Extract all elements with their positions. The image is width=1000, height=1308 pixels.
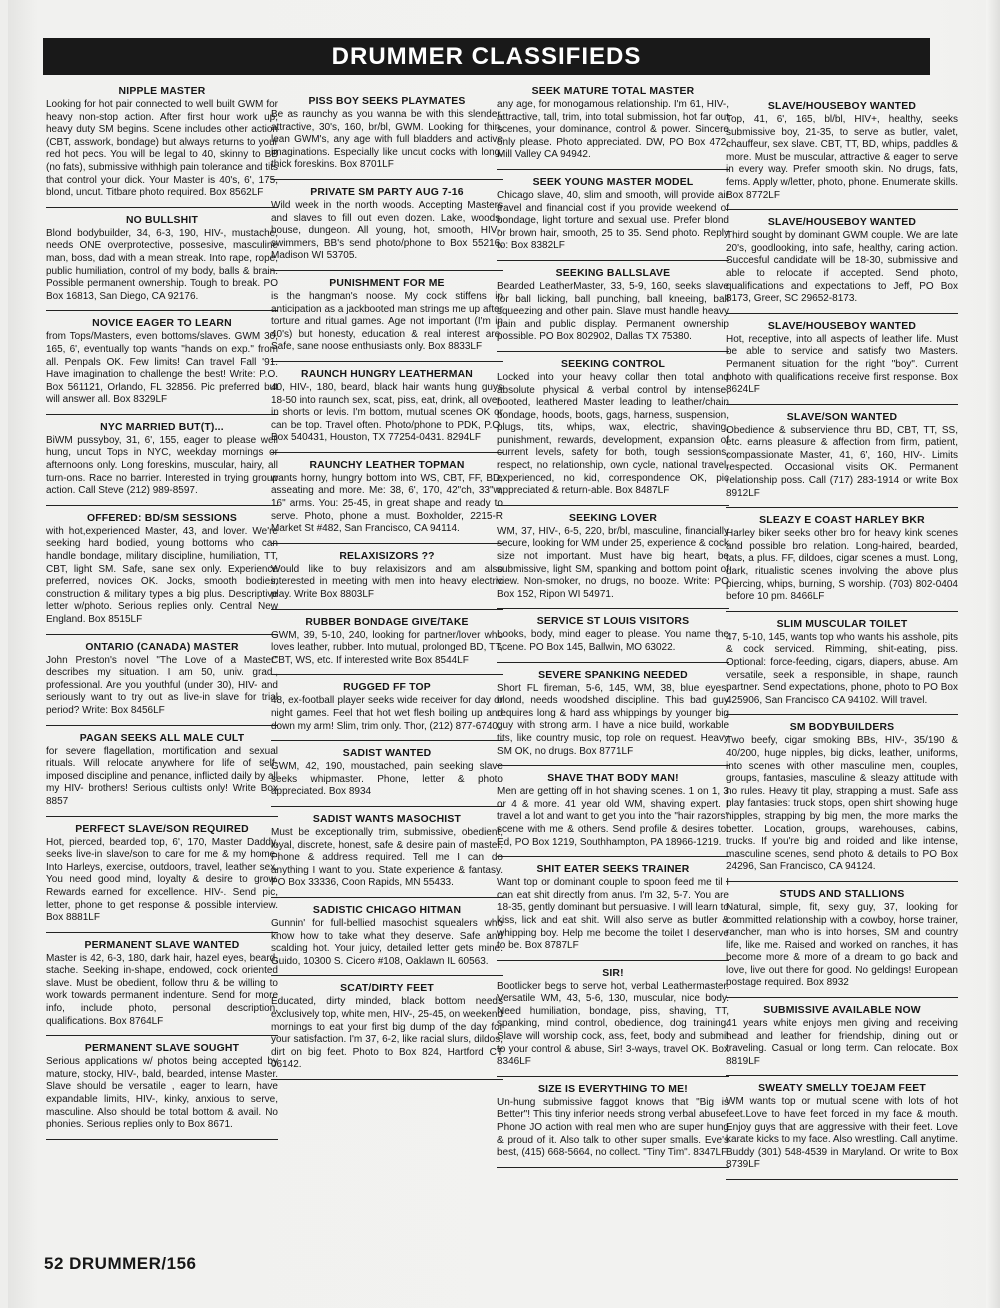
classified-ad: [726, 321, 958, 405]
ad-body: GWM, 42, 190, moustached, pain seeking slave seeks whipmaster. Phone, letter & photo appreciated. Box 8934: [271, 761, 503, 798]
ad-body: WM, 37, HIV-, 6-5, 220, br/bl, masculine, financially secure, looking for WM under 25, experience & cock size not important. Must have big heart, be submissive, light SM, spanking and bottom point of view. Non-smoker, no drugs, no booze. Write: PO Box 152, Ripon WI 54971.: [497, 525, 729, 600]
classified-ad: [46, 86, 278, 208]
ad-title: SEEKING LOVER: [568, 512, 658, 524]
classified-ad: [271, 814, 503, 898]
ad-body: 41 years white enjoys men giving and receiving head and leather for friendship, dining out or traveling. Casual or long term. Can relocate. Box 8819LF: [726, 1018, 958, 1067]
classified-ad: [726, 217, 958, 314]
classified-ad: [46, 318, 278, 415]
ad-body: any age, for monogamous relationship. I'm 61, HIV-, attractive, tall, trim, into total submission, hot far out scenes, your dominance, control & power. Sincere only please. Photo appreciated. DW, PO Box 472, Mill Valley CA 94942.: [497, 99, 729, 161]
classified-ad: [46, 642, 278, 726]
ad-title: PAGAN SEEKS ALL MALE CULT: [79, 732, 245, 744]
ad-title: SLIM MUSCULAR TOILET: [776, 618, 908, 630]
ad-body: Chicago slave, 40, slim and smooth, will provide air travel and financial cost if you provide weekend of bondage, light torture and sexual use. Prefer blond or brown hair, smooth, 25 to 35. Send photo. Reply to: Box 8382LF: [497, 189, 729, 252]
classified-ad: [497, 86, 729, 170]
ad-title: PERFECT SLAVE/SON REQUIRED: [75, 823, 249, 835]
ad-title: NYC MARRIED BUT(T)...: [100, 421, 224, 433]
ad-title: SLAVE/HOUSEBOY WANTED: [767, 217, 917, 229]
classified-ad: [497, 773, 729, 857]
ad-title: SM BODYBUILDERS: [789, 722, 895, 734]
classified-ad: [497, 1084, 729, 1168]
page-edge: [986, 0, 1000, 1308]
classified-ad: [497, 359, 729, 506]
ad-title: PRIVATE SM PARTY AUG 7-16: [310, 186, 464, 198]
ad-title: NIPPLE MASTER: [118, 86, 206, 97]
classified-ad: [46, 215, 278, 312]
classified-ad: [497, 513, 729, 610]
ad-body: with hot,experienced Master, 43, and lover. We're seeking hard bodied, young bottoms who can handle bondage, military discipline, humiliation, TT, CBT, light SM. Safe, sane sex only. Experience preferred, novices OK. Jocks, smooth bodies, construction & military types a big plus. Descriptive letter w/photo. Serious replies only. Central New England. Box 8515LF: [46, 525, 278, 625]
ad-body: Looking for hot pair connected to well built GWM for heavy non-stop action. After first hour work up, heavy duty SM begins. Scene includes other action (CBT, asswork, bondage) but always returns to your red hot pecs. You will be legal to 40, skinny to BB (no fats), submissive withhigh pain tolerance and tits that control your dick. Your Master is 40's, 6', 175, blond, uncut. Titbare photo required. Box 8562LF: [46, 99, 278, 199]
ad-title: SEEKING CONTROL: [560, 358, 666, 370]
ad-title: PUNISHMENT FOR ME: [329, 277, 445, 289]
ad-body: Third sought by dominant GWM couple. We are late 20's, goodlooking, into safe, healthy, caring action. Succesful candidate will be 18-30, submissive and able to relocate if accepted. Send photo, qualifications and expectations to Jeff, PO Box 8173, Greer, SC 29652-8173.: [726, 230, 958, 305]
ad-title: SHIT EATER SEEKS TRAINER: [536, 864, 690, 876]
ad-body: Educated, dirty minded, black bottom needs exclusively top, white men, HIV-, 25-45, on weekend mornings to eat your first big dump of the day for your satisfaction. I'm 37, 6-2, like racial slurs, dildos, dirt on big feet. Photo to Box 824, Hartford CT 06142.: [271, 996, 503, 1071]
ad-body: is the hangman's noose. My cock stiffens in anticipation as a jackbooted man strings me up after torture and ritual games. Age not important (I'm in 40's) but honesty, education & real interest are. Safe, sane noose enthusiasts only. Box 8833LF: [271, 290, 503, 353]
ad-body: Wild week in the north woods. Accepting Masters and slaves to fill out even dozen. Lake, woods, house, dungeon. All young, hot, smooth, HIV-, swimmers, BB's send photo/phone to Box 55216, Madison WI 53705.: [271, 199, 503, 262]
ad-body: wants horny, hungry bottom into WS, CBT, FF, BD, asseating and more. Me: 38, 6', 170, 42"ch, 33"w, 16" arms. You: 25-45, in great shape and ready to serve. Photo, phone a must. Boxholder, 2215-R Market St #482, San Francisco, CA 94114.: [271, 472, 503, 535]
classified-ad: [271, 278, 503, 362]
ad-body: Be as raunchy as you wanna be with this slender, attractive, 30's, 160, br/bl, GWM. Looking for thin, lean GWM's, any age with full bladders and active imaginations. Especially like uncut cocks with long, thick foreskins. Box 8701LF: [271, 109, 503, 171]
classified-ad: [726, 101, 958, 210]
ad-body: for severe flagellation, mortification and sexual rituals. Will relocate anywhere for life of self-imposed discipline and penance, inflicted daily by all my HIV- brothers! Serious cultists only! Write Box 8857: [46, 745, 278, 807]
ad-title: SEVERE SPANKING NEEDED: [538, 669, 688, 681]
classified-ad: [46, 940, 278, 1037]
ad-body: Serious applications w/ photos being accepted by mature, stocky, HIV-, bald, bearded, intense Master. Slave should be versatile , eager to learn, have expandable limits, HIV-, kinky, anxious to serve, masculine. Also should be total bottom & avail. No phonies. Serious replies only to Box 8671.: [46, 1056, 278, 1131]
ad-title: SEEK YOUNG MASTER MODEL: [532, 176, 694, 188]
classified-ad: [497, 177, 729, 261]
ad-body: Men are getting off in hot shaving scenes. 1 on 1, 3 or 4 & more. 41 year old WM, shaving expert. I travel a lot and want to get you into the "hair razors" scene with me & others. Send profile & desires to: Ed, PO Box 1219, Southhampton, PA 18966-1219.: [497, 786, 729, 848]
classified-ad: [271, 551, 503, 610]
ad-body: Two beefy, cigar smoking BBs, HIV-, 35/190 & 40/200, huge nipples, big dicks, leather, uniforms, into scenes with other masculine men, couples, groups, fantasies, masculine & sleazy attitude with no rules. Heavy tit play, strapping a must. Safe ass play fantasies: truck stops, open shirt showing huge nipples, strapping by big men, the more marks the better. Location, groups, warehouses, cabins, trucks. If you're big and roided and like intense, masculine scenes, send photo & details to PO Box 24296, San Francisco, CA 94124.: [726, 735, 958, 873]
ad-body: 48, ex-football player seeks wide receiver for day or night games. Feel that hot wet flesh boiling up and down my arm! Slim, trim only. Thor, (212) 877-6740.: [271, 695, 503, 732]
ad-body: Locked into your heavy collar then total and absolute physical & verbal control by intense, booted, leathered Master leading to leather/chain bondage, hoods, boots, gags, harness, suspension, plugs, tits, whips, wax, electric, shaving, punishment, rewards, development, expansion of current levels, safety for both, tough sessions, respect, no relationship, own cycle, national travel, experienced, no kid, correspondence OK, pic appreciated & return-able. Box 8487LF: [497, 371, 729, 497]
classified-ad: [726, 619, 958, 716]
ad-body: Obedience & subservience thru BD, CBT, TT, SS, etc. earns pleasure & affection from firm, patient, compassionate Master, 41, 6', 160, HIV-. Limits respected. Occasional visits OK. Permanent relationship poss. Call (717) 283-1914 or write Box 8912LF: [726, 424, 958, 499]
classified-ad: [497, 670, 729, 767]
classified-ad: [46, 513, 278, 635]
ad-body: John Preston's novel "The Love of a Master" describes my situation. I am 50, univ. grad., professional. Are you youthful (under 30), HIV- and seriously want to try out as live-in slave for trial period? Write: Box 8456LF: [46, 654, 278, 716]
ad-body: 40, HIV-, 180, beard, black hair wants hung guys 18-50 into raunch sex, scat, piss, eat, drink, all over, in shorts or levis. I'm bottom, mutual scenes OK or can be top. Travel often. Photo/phone to PDK, P.O. Box 540431, Houston, TX 77254-0431. 8294LF: [271, 381, 503, 444]
classified-ad: [726, 1083, 958, 1180]
ad-body: BiWM pussyboy, 31, 6', 155, eager to please well hung, uncut Tops in NYC, weekday mornings or afternoons only. Long foreskins, muscular, hairy, all turn-ons. Race no barrier. Interested in trying group action. Call Steve (212) 989-8597.: [46, 434, 278, 497]
classified-ad: [46, 422, 278, 506]
ad-title: ONTARIO (CANADA) MASTER: [85, 641, 239, 653]
ad-body: 47, 5-10, 145, wants top who wants his asshole, pits & cock serviced. Rimming, shit-eating, piss. Optional: force-feeding, cigars, diapers, abuse. Am versatile, seek a responsible, in shape, raunch partner. Send expectations, phone, photo to PO Box 425906, San Francisco CA 94102. Will travel.: [726, 631, 958, 706]
ad-body: Bearded LeatherMaster, 33, 5-9, 160, seeks slave for ball licking, ball punching, ball kneeing, ball squeezing and other pain. Slave must handle heavy pain and public display. Permanent ownership possible. PO Box 802902, Dallas TX 75380.: [497, 280, 729, 343]
classified-ad: [271, 617, 503, 676]
ad-title: SADISTIC CHICAGO HITMAN: [312, 904, 462, 916]
classified-ad: [271, 187, 503, 271]
ad-body: Un-hung submissive faggot knows that "Big is Better"! This tiny inferior needs strong verbal abuse. Phone JO action with real men who are super hung & proud of it. Also talk to other super smalls. Eve's best, (415) 668-5664, no collect. "Tiny Tim". 8347LF: [497, 1096, 729, 1159]
ad-title: PISS BOY SEEKS PLAYMATES: [308, 96, 466, 107]
classified-ad: [497, 864, 729, 961]
ad-title: STUDS AND STALLIONS: [779, 888, 905, 900]
ad-body: from Tops/Masters, even bottoms/slaves. GWM 30, 165, 6', eventually top wants "hands on exp." from all. Penpals OK. Few limits! Can travel Fall '91. Have imagination to challenge the best! Write: P.O. Box 561121, Orlando, FL 32856. Pic preferred but will answer all. Box 8329LF: [46, 331, 278, 406]
classified-ad: [271, 682, 503, 741]
ad-title: SEEKING BALLSLAVE: [555, 267, 671, 279]
ad-body: Want top or dominant couple to spoon feed me til I can eat shit directly from anus. I'm 32, 5-7. You are 18-35, gently dominant but persuasive. I will learn to kiss, lick and eat shit. Will also serve as butler & whipping boy. Help me become the toilet I deserve to be. Box 8787LF: [497, 877, 729, 952]
ad-body: Blond bodybuilder, 34, 6-3, 190, HIV-, mustache, needs ONE overprotective, possesive, masculine man, boss, dad with a mean streak. Into rape, rope, public humiliation, control of my body, balls & brain. Possible permanent ownership. Tough to break. PO Box 16813, San Diego, CA 92176.: [46, 227, 278, 302]
ad-title: PERMANENT SLAVE SOUGHT: [84, 1043, 240, 1055]
page-number-label: 52 DRUMMER/156: [44, 1254, 197, 1273]
classified-ad: [46, 824, 278, 933]
ad-title: SWEATY SMELLY TOEJAM FEET: [758, 1083, 926, 1095]
classified-ad: [271, 460, 503, 544]
classifieds-column-1: [46, 86, 278, 1147]
classified-ad: [46, 1043, 278, 1140]
classifieds-column-3: [497, 86, 729, 1175]
ad-body: Hot, pierced, bearded top, 6', 170, Master Daddy, seeks live-in slave/son to care for me & my home. Into Harleys, exercise, outdoors, travel, leather sex. You need good mind, loyalty & desire to grow. Rewards earned for excellence. HIV-. Send pic, letter, phone to get response & possible interview. Box 8881LF: [46, 836, 278, 924]
ad-title: RAUNCHY LEATHER TOPMAN: [309, 459, 465, 471]
ad-title: SIR!: [602, 967, 624, 979]
classified-ad: [497, 616, 729, 662]
ad-title: RAUNCH HUNGRY LEATHERMAN: [300, 368, 473, 380]
classified-ad: [271, 369, 503, 453]
ad-body: Bootlicker begs to serve hot, verbal Leathermaster. Versatile WM, 43, 5-6, 130, muscular, nice body. Need humiliation, bondage, piss, shaving, TT, spanking, mind control, obedience, dog training. Slave will worship cock, ass, feet, body and submit to your control & abuse, Sir! 3-ways, travel OK. Box 8346LF: [497, 980, 729, 1068]
ad-title: SIZE IS EVERYTHING TO ME!: [538, 1083, 688, 1095]
ad-body: Natural, simple, fit, sexy guy, 37, looking for committed relationship with a cowboy, horse trainer, rancher, man who is into horses, SM and country life, like me. Raised and worked on ranches, it has become more & more of a dream to go back and love, live out there for good. No geldings! European postage required. Box 8932: [726, 901, 958, 989]
ad-title: SLAVE/HOUSEBOY WANTED: [767, 320, 917, 332]
ad-title: SCAT/DIRTY FEET: [340, 983, 434, 995]
classified-ad: [271, 96, 503, 180]
page-footer: [44, 1254, 197, 1274]
classifieds-column-2: [271, 96, 503, 1087]
classified-ad: [46, 733, 278, 817]
ad-title: NO BULLSHIT: [125, 214, 199, 226]
ad-title: NOVICE EAGER TO LEARN: [92, 318, 232, 330]
classified-ad: [726, 515, 958, 612]
ad-body: Master is 42, 6-3, 180, dark hair, hazel eyes, beard, stache. Seeking in-shape, endowed, cock oriented slave. Must be obedient, follow thru & be willing to work towards permanent indenture. Send for more info, include photo, personal description, qualifications. Box 8764LF: [46, 952, 278, 1027]
classified-ad: [497, 968, 729, 1077]
ad-title: RELAXISIZORS ??: [339, 550, 435, 562]
classified-ad: [271, 748, 503, 807]
ad-title: SLAVE/SON WANTED: [786, 411, 898, 423]
ad-body: Must be exceptionally trim, submissive, obedient, loyal, discrete, honest, safe & desire pain of master. Phone & address required. Tell me I can do anything I want to you. State experience & fantasy. PO Box 33336, Coon Rapids, MN 55433.: [271, 826, 503, 889]
ad-body: GWM, 39, 5-10, 240, looking for partner/lover who loves leather, rubber. Into mutual, prolonged BD, TT, CBT, WS, etc. If interested write Box 8544LF: [271, 629, 503, 666]
classified-ad: [726, 412, 958, 509]
ad-body: Hot, receptive, into all aspects of leather life. Must be able to service and satisfy two Masters. Permanent situation for the right "boy". Current photo with qualifications receive first response. Box 8624LF: [726, 333, 958, 396]
ad-body: Top, 41, 6', 165, bl/bl, HIV+, healthy, seeks submissive boy, 21-35, to serve as butler, valet, chauffeur, sex slave. CBT, TT, BD, whips, paddles & more. Must be muscular, attractive & eager to serve in every way. Prefer smooth skin. No drugs, fats, fems. Apply w/letter, photo, phone. Enumerate skills. Box 8772LF: [726, 114, 958, 201]
classified-ad: [726, 722, 958, 882]
ad-body: WM wants top or mutual scene with lots of hot feet.Love to have feet forced in my face & mouth. Enjoy guys that are aggressive with their feet. Love karate kicks to my face. Also wrestling. Call anytime. Buddy (301) 548-4539 in Maryland. Or write to Box 8739LF: [726, 1096, 958, 1171]
ad-body: Harley biker seeks other bro for heavy kink scenes and possible bro relation. Long-haired, bearded, tats, a plus. FF, dildoes, cigar scenes a must. Long, dark, ritualistic scenes involving the above plus piercing, whips, burning, S worship. (703) 802-0404 before 10 pm. 8466LF: [726, 528, 958, 603]
ad-title: SUBMISSIVE AVAILABLE NOW: [763, 1005, 921, 1017]
ad-title: OFFERED: BD/SM SESSIONS: [86, 512, 238, 524]
ad-title: SLAVE/HOUSEBOY WANTED: [767, 101, 917, 112]
section-header: [43, 38, 930, 75]
ad-body: Gunnin' for full-bellied masochist squealers who know how to take what they deserve. Safe and scalding hot. Your juicy, detailed letter gets mine. Guido, 10300 S. Cicero #108, Oaklawn IL 60563.: [271, 917, 503, 967]
classified-ad: [497, 268, 729, 352]
ad-title: SLEAZY E COAST HARLEY BKR: [759, 515, 925, 527]
section-title: DRUMMER CLASSIFIEDS: [331, 42, 642, 70]
ad-body: Would like to buy relaxisizors and am also interested in meeting with men into heavy electric play. Write Box 8803LF: [271, 563, 503, 601]
ad-title: SADIST WANTS MASOCHIST: [312, 813, 462, 825]
classified-ad: [726, 1005, 958, 1076]
ad-body: Short FL fireman, 5-6, 145, WM, 38, blue eyes, blond, needs woodshed discipline. This bad guy requires long & hard ass whippings by younger big guy with strong arm. I have a nice build, workable tits, like country music, top role on request. Heavy SM OK, no drugs. Box 8771LF: [497, 682, 729, 757]
classifieds-column-4: [726, 101, 958, 1187]
ad-title: SADIST WANTED: [342, 748, 432, 760]
ad-title: RUGGED FF TOP: [343, 682, 431, 694]
classified-ad: [271, 983, 503, 1080]
ad-title: SHAVE THAT BODY MAN!: [547, 773, 679, 785]
ad-title: RUBBER BONDAGE GIVE/TAKE: [305, 616, 469, 628]
ad-title: PERMANENT SLAVE WANTED: [84, 939, 240, 951]
ad-title: SEEK MATURE TOTAL MASTER: [531, 86, 695, 97]
ad-title: SERVICE ST LOUIS VISITORS: [536, 616, 690, 628]
classified-ad: [271, 905, 503, 976]
classified-ad: [726, 889, 958, 998]
ad-body: Looks, body, mind eager to please. You name the scene. PO Box 145, Ballwin, MO 63022.: [497, 629, 729, 653]
